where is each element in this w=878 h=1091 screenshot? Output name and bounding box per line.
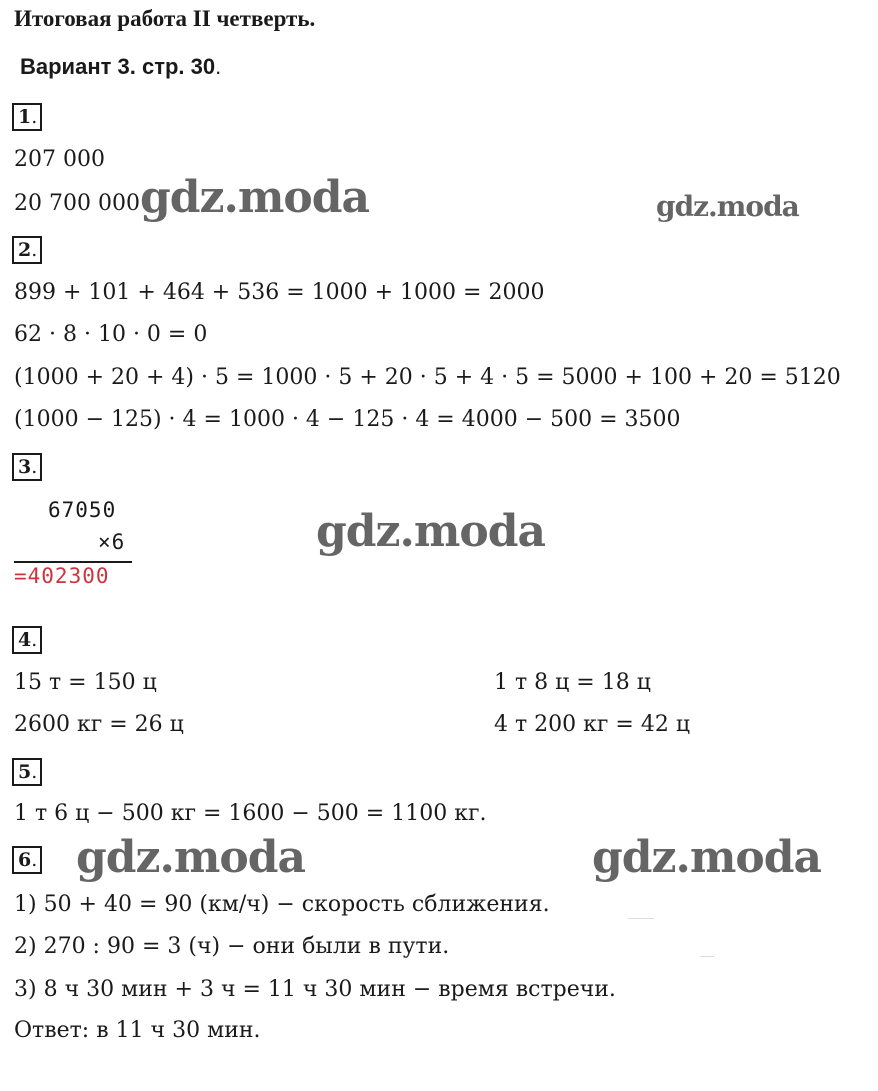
task-number-1: 1.	[12, 103, 42, 131]
task5-line-1: 1 т 6 ц − 500 кг = 1600 − 500 = 1100 кг.	[14, 801, 487, 826]
task4-right-2: 4 т 200 кг = 42 ц	[494, 712, 690, 737]
task-number-6: 6.	[12, 846, 42, 874]
multiplication-result: =402300	[14, 564, 110, 588]
task4-right-1: 1 т 8 ц = 18 ц	[494, 670, 651, 695]
task-number-3: 3.	[12, 453, 42, 481]
scan-artifact	[700, 956, 714, 957]
variant-subtitle	[20, 54, 221, 80]
task-number-5: 5.	[12, 758, 42, 786]
watermark-logo: gdz.moda	[592, 832, 822, 883]
task4-left-2: 2600 кг = 26 ц	[14, 712, 184, 737]
page-title: Итоговая работа II четверть.	[14, 6, 316, 31]
multiplicand: 67050	[48, 498, 117, 522]
watermark-logo: gdz.moda	[656, 190, 799, 223]
task6-answer: Ответ: в 11 ч 30 мин.	[14, 1018, 261, 1043]
variant-tail: .	[215, 54, 222, 79]
task4-left-1: 15 т = 150 ц	[14, 670, 157, 695]
multiplier: ×6	[98, 530, 126, 554]
task2-line-4: (1000 − 125) · 4 = 1000 · 4 − 125 · 4 = 4000 − 500 = 3500	[14, 407, 681, 432]
watermark-logo: gdz.moda	[316, 506, 546, 557]
task6-line-2: 2) 270 : 90 = 3 (ч) − они были в пути.	[14, 934, 450, 959]
task2-line-1: 899 + 101 + 464 + 536 = 1000 + 1000 = 2000	[14, 280, 545, 305]
calc-underline	[14, 561, 132, 563]
task-number-4: 4.	[12, 626, 42, 654]
task-number-2: 2.	[12, 236, 42, 264]
task2-line-3: (1000 + 20 + 4) · 5 = 1000 · 5 + 20 · 5 + 4 · 5 = 5000 + 100 + 20 = 5120	[14, 365, 841, 390]
task6-line-1: 1) 50 + 40 = 90 (км/ч) − скорость сближения.	[14, 892, 550, 917]
watermark-logo: gdz.moda	[76, 832, 306, 883]
watermark-logo: gdz.moda	[140, 172, 370, 223]
task1-line-2: 20 700 000	[14, 191, 140, 216]
scan-artifact	[628, 918, 654, 919]
task2-line-2: 62 · 8 · 10 · 0 = 0	[14, 322, 208, 347]
task1-line-1: 207 000	[14, 147, 105, 172]
variant-label: Вариант 3. стр. 30	[20, 54, 216, 79]
task6-line-3: 3) 8 ч 30 мин + 3 ч = 11 ч 30 мин − время встречи.	[14, 977, 616, 1002]
